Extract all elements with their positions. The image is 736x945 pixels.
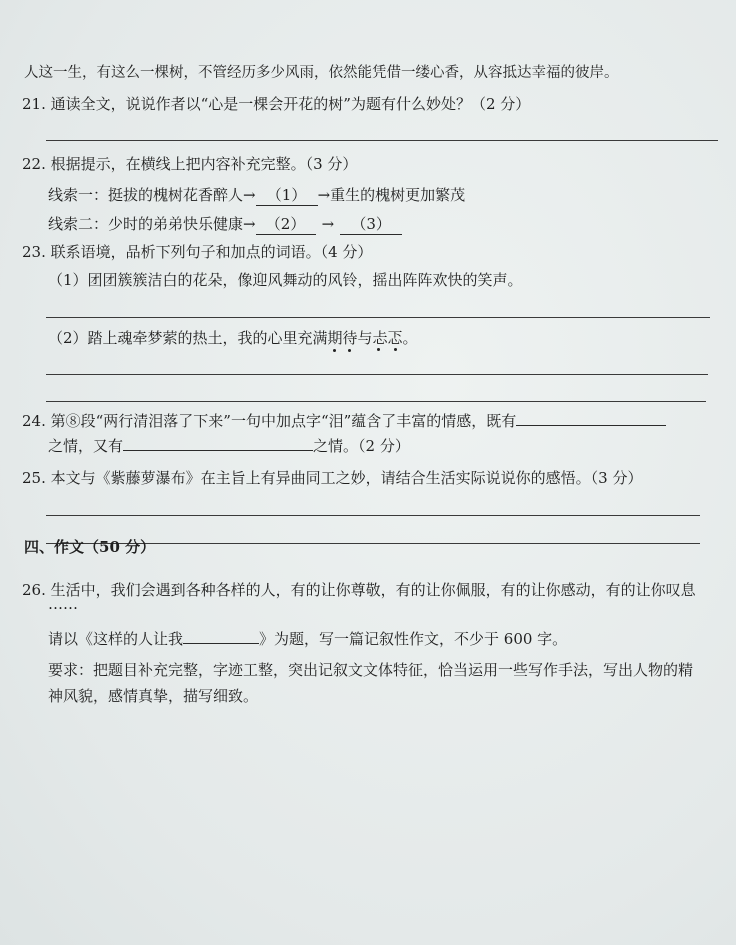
- question-24-mid: 之情，又有: [48, 437, 124, 455]
- clue-2: [48, 214, 402, 235]
- answer-line[interactable]: [46, 515, 700, 516]
- requirements-line-2: 神风貌，感情真挚，描写细致。: [48, 687, 259, 705]
- question-22: 22. 根据提示，在横线上把内容补充完整。（3 分）: [22, 155, 358, 173]
- question-24-end: 之情。（2 分）: [313, 437, 410, 455]
- question-24-line-2: [48, 436, 410, 456]
- question-25: 25. 本文与《紫藤萝瀑布》在主旨上有异曲同工之妙，请结合生活实际说说你的感悟。（3 分）: [22, 469, 643, 487]
- answer-line[interactable]: [46, 140, 718, 141]
- clue-2-start: 线索二：少时的弟弟快乐健康→: [48, 215, 256, 233]
- clue-2-arrow: →: [321, 215, 335, 233]
- sentence-2: （2）踏上魂牵梦萦的热土，我的心里充满期待与忐忑。: [48, 329, 418, 347]
- blank-3[interactable]: （3）: [340, 214, 402, 235]
- section-composition-title: 四、作文（50 分）: [24, 538, 156, 556]
- emphasis-dot: [377, 348, 380, 351]
- blank-emotion-2[interactable]: [123, 450, 313, 451]
- question-26: 26. 生活中，我们会遇到各种各样的人，有的让你尊敬，有的让你佩服，有的让你感动，有的让你叹息: [22, 581, 696, 599]
- blank-emotion-1[interactable]: [516, 425, 666, 426]
- question-23: 23. 联系语境，品析下列句子和加点的词语。（4 分）: [22, 243, 373, 261]
- ellipsis: ……: [48, 595, 78, 613]
- essay-prompt-end: 》为题，写一篇记叙性作文，不少于 600 字。: [259, 630, 568, 648]
- title-blank[interactable]: [183, 643, 259, 644]
- essay-prompt: [48, 629, 567, 649]
- passage-closing-line: 人这一生，有这么一棵树，不管经历多少风雨，依然能凭借一缕心香，从容抵达幸福的彼岸。: [24, 65, 619, 81]
- answer-line[interactable]: [46, 374, 708, 375]
- question-21: 21. 通读全文，说说作者以“心是一棵会开花的树”为题有什么妙处？（2 分）: [22, 95, 531, 113]
- answer-line[interactable]: [46, 317, 710, 318]
- emphasis-dot: [348, 349, 351, 352]
- answer-line[interactable]: [46, 401, 706, 402]
- emphasis-dot: [333, 349, 336, 352]
- clue-1: [48, 185, 465, 206]
- clue-1-end: →重生的槐树更加繁茂: [317, 186, 466, 204]
- question-24-text: 24. 第⑧段“两行清泪落了下来”一句中加点字“泪”蕴含了丰富的情感，既有: [22, 412, 517, 430]
- requirements-line-1: 要求：把题目补充完整，字迹工整，突出记叙文文体特征，恰当运用一些写作手法，写出人物的精: [48, 661, 694, 679]
- clue-1-start: 线索一：挺拔的槐树花香醉人→: [48, 186, 256, 204]
- essay-prompt-start: 请以《这样的人让我: [48, 630, 184, 648]
- blank-1[interactable]: （1）: [256, 185, 318, 206]
- emphasis-dot: [394, 348, 397, 351]
- sentence-1: （1）团团簇簇洁白的花朵，像迎风舞动的风铃，摇出阵阵欢快的笑声。: [48, 271, 523, 289]
- question-24-line-1: [22, 411, 666, 431]
- blank-2[interactable]: （2）: [256, 214, 316, 235]
